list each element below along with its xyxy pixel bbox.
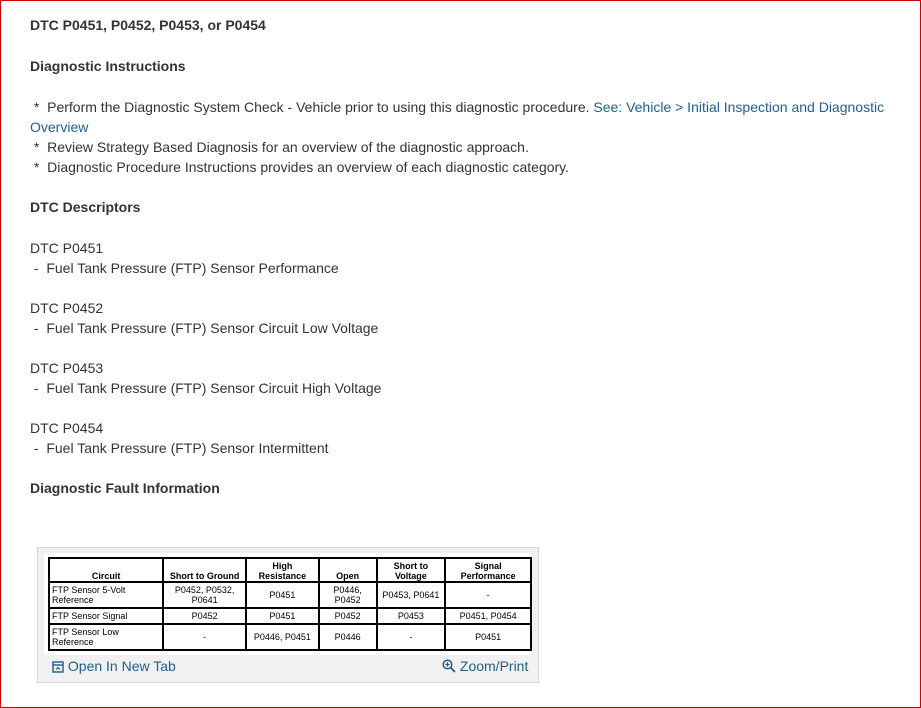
diagnostic-instructions-heading: Diagnostic Instructions (30, 58, 186, 74)
cell: FTP Sensor 5-Volt Reference (49, 582, 163, 608)
table-row (49, 608, 531, 624)
cell: P0452 (319, 608, 377, 624)
dtc-desc-text-4: Fuel Tank Pressure (FTP) Sensor Intermittent (46, 440, 329, 456)
cell: P0452, P0532, P0641 (163, 582, 246, 608)
dtc-code-3: DTC P0453 (30, 360, 104, 376)
bullet: * (30, 139, 48, 155)
new-tab-icon (52, 661, 64, 673)
col-signal-performance: Signal Performance (445, 558, 531, 582)
col-short-voltage: Short to Voltage (377, 558, 446, 582)
col-short-ground: Short to Ground (163, 558, 246, 582)
vehicle-inspection-link[interactable]: See: Vehicle > Initial Inspection and Diagnostic (593, 99, 885, 115)
dtc-desc-1: - Fuel Tank Pressure (FTP) Sensor Performance (30, 260, 339, 276)
cell: - (163, 624, 246, 650)
cell: FTP Sensor Low Reference (49, 624, 163, 650)
cell: P0451 (246, 608, 319, 624)
table-header-row (49, 558, 531, 582)
zoom-print-label: Zoom/Print (459, 658, 529, 674)
fault-table-figure (37, 547, 539, 683)
dtc-desc-2: - Fuel Tank Pressure (FTP) Sensor Circuit Low Voltage (30, 320, 379, 336)
zoom-print-button[interactable] (442, 658, 528, 674)
bullet: * (30, 159, 48, 175)
fault-table-image[interactable] (44, 553, 532, 655)
vehicle-inspection-link-cont[interactable]: Overview (30, 119, 89, 135)
cell: P0451 (246, 582, 319, 608)
instruction-text-1: Perform the Diagnostic System Check - Vehicle prior to using this diagnostic procedure. (47, 99, 590, 115)
fault-info-heading: Diagnostic Fault Information (30, 480, 220, 496)
col-circuit: Circuit (49, 558, 163, 582)
dtc-descriptors-heading: DTC Descriptors (30, 199, 141, 215)
page-title: DTC P0451, P0452, P0453, or P0454 (30, 17, 266, 33)
cell: - (445, 582, 531, 608)
instruction-item-1 (30, 97, 884, 117)
cell: - (377, 624, 446, 650)
cell: FTP Sensor Signal (49, 608, 163, 624)
dtc-code-1: DTC P0451 (30, 240, 104, 256)
fault-table (48, 557, 532, 651)
dtc-code-4: DTC P0454 (30, 420, 104, 436)
cell: P0446 (319, 624, 377, 650)
open-new-tab-label: Open In New Tab (67, 658, 176, 674)
col-open: Open (319, 558, 377, 582)
dtc-desc-text-3: Fuel Tank Pressure (FTP) Sensor Circuit High Voltage (46, 380, 382, 396)
instruction-item-2 (30, 137, 529, 157)
zoom-in-icon (442, 659, 456, 673)
col-high-resistance: High Resistance (246, 558, 319, 582)
instruction-text-3: Diagnostic Procedure Instructions provides an overview of each diagnostic category. (47, 159, 570, 175)
dtc-code-2: DTC P0452 (30, 300, 104, 316)
instruction-item-3 (30, 157, 569, 177)
bullet: * (30, 99, 48, 115)
open-new-tab-button[interactable] (52, 658, 176, 674)
instruction-text-2: Review Strategy Based Diagnosis for an overview of the diagnostic approach. (47, 139, 529, 155)
table-row (49, 582, 531, 608)
cell: P0446, P0451 (246, 624, 319, 650)
table-row (49, 624, 531, 650)
cell: P0453 (377, 608, 446, 624)
dtc-desc-text-2: Fuel Tank Pressure (FTP) Sensor Circuit Low Voltage (46, 320, 379, 336)
cell: P0451, P0454 (445, 608, 531, 624)
cell: P0453, P0641 (377, 582, 446, 608)
cell: P0452 (163, 608, 246, 624)
cell: P0451 (445, 624, 531, 650)
cell: P0446, P0452 (319, 582, 377, 608)
dtc-desc-4: - Fuel Tank Pressure (FTP) Sensor Intermittent (30, 440, 329, 456)
dtc-desc-3: - Fuel Tank Pressure (FTP) Sensor Circuit High Voltage (30, 380, 382, 396)
dtc-desc-text-1: Fuel Tank Pressure (FTP) Sensor Performance (46, 260, 339, 276)
